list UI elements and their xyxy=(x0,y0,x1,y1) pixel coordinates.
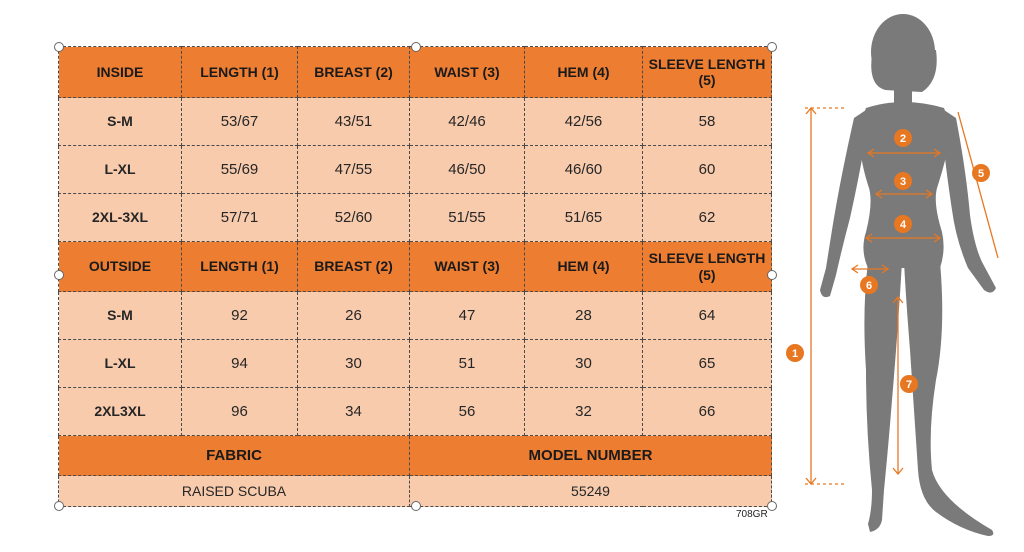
size-label: S-M xyxy=(59,292,182,340)
selection-handle[interactable] xyxy=(411,42,421,52)
cell-sleeve: 58 xyxy=(643,98,772,146)
col-breast-header: BREAST (2) xyxy=(298,242,410,292)
size-label: 2XL-3XL xyxy=(59,194,182,242)
col-breast-header: BREAST (2) xyxy=(298,47,410,98)
inside-header-row xyxy=(59,47,772,98)
col-waist-header: WAIST (3) xyxy=(410,242,525,292)
marker-7: 7 xyxy=(905,379,913,391)
marker-5: 5 xyxy=(977,168,985,180)
cell-sleeve: 65 xyxy=(643,340,772,388)
size-label: L-XL xyxy=(59,146,182,194)
cell-waist: 51 xyxy=(410,340,525,388)
size-chart-table xyxy=(58,46,772,507)
cell-hem: 32 xyxy=(525,388,643,436)
selection-handle[interactable] xyxy=(767,270,777,280)
footer-header-row xyxy=(59,436,772,476)
selection-handle[interactable] xyxy=(767,501,777,511)
outside-label: OUTSIDE xyxy=(59,242,182,292)
cell-sleeve: 66 xyxy=(643,388,772,436)
marker-6: 6 xyxy=(865,280,873,292)
cell-breast: 34 xyxy=(298,388,410,436)
size-label: S-M xyxy=(59,98,182,146)
marker-1: 1 xyxy=(791,348,799,360)
selection-handle[interactable] xyxy=(54,270,64,280)
cell-waist: 56 xyxy=(410,388,525,436)
cell-breast: 26 xyxy=(298,292,410,340)
table-row xyxy=(59,146,772,194)
cell-length: 94 xyxy=(182,340,298,388)
cell-length: 57/71 xyxy=(182,194,298,242)
col-hem-header: HEM (4) xyxy=(525,242,643,292)
body-measurement-figure xyxy=(780,0,1024,552)
table-row xyxy=(59,340,772,388)
fabric-label: FABRIC xyxy=(59,436,410,476)
col-waist-header: WAIST (3) xyxy=(410,47,525,98)
marker-3: 3 xyxy=(899,176,907,188)
cell-waist: 47 xyxy=(410,292,525,340)
cell-waist: 46/50 xyxy=(410,146,525,194)
marker-4: 4 xyxy=(899,219,907,231)
cell-sleeve: 60 xyxy=(643,146,772,194)
inside-label: INSIDE xyxy=(59,47,182,98)
cell-breast: 47/55 xyxy=(298,146,410,194)
selection-handle[interactable] xyxy=(54,42,64,52)
cell-breast: 30 xyxy=(298,340,410,388)
model-number-label: MODEL NUMBER xyxy=(410,436,772,476)
cell-hem: 28 xyxy=(525,292,643,340)
table-row xyxy=(59,388,772,436)
cell-waist: 42/46 xyxy=(410,98,525,146)
cell-hem: 42/56 xyxy=(525,98,643,146)
selection-handle[interactable] xyxy=(767,42,777,52)
cell-length: 55/69 xyxy=(182,146,298,194)
outside-header-row xyxy=(59,242,772,292)
col-sleeve-header: SLEEVE LENGTH (5) xyxy=(643,47,772,98)
cell-hem: 30 xyxy=(525,340,643,388)
product-code: 708GR xyxy=(736,509,768,520)
selection-handle[interactable] xyxy=(54,501,64,511)
cell-sleeve: 62 xyxy=(643,194,772,242)
table-row xyxy=(59,194,772,242)
col-hem-header: HEM (4) xyxy=(525,47,643,98)
cell-breast: 52/60 xyxy=(298,194,410,242)
marker-2: 2 xyxy=(899,133,907,145)
model-number-value: 55249 xyxy=(410,476,772,507)
col-length-header: LENGTH (1) xyxy=(182,47,298,98)
col-sleeve-header: SLEEVE LENGTH (5) xyxy=(643,242,772,292)
cell-breast: 43/51 xyxy=(298,98,410,146)
cell-hem: 46/60 xyxy=(525,146,643,194)
fabric-value: RAISED SCUBA xyxy=(59,476,410,507)
cell-length: 96 xyxy=(182,388,298,436)
cell-waist: 51/55 xyxy=(410,194,525,242)
size-label: L-XL xyxy=(59,340,182,388)
selection-handle[interactable] xyxy=(411,501,421,511)
cell-sleeve: 64 xyxy=(643,292,772,340)
size-label: 2XL3XL xyxy=(59,388,182,436)
col-length-header: LENGTH (1) xyxy=(182,242,298,292)
cell-hem: 51/65 xyxy=(525,194,643,242)
table-row xyxy=(59,292,772,340)
cell-length: 92 xyxy=(182,292,298,340)
body-silhouette-icon xyxy=(820,14,996,536)
cell-length: 53/67 xyxy=(182,98,298,146)
table-row xyxy=(59,98,772,146)
